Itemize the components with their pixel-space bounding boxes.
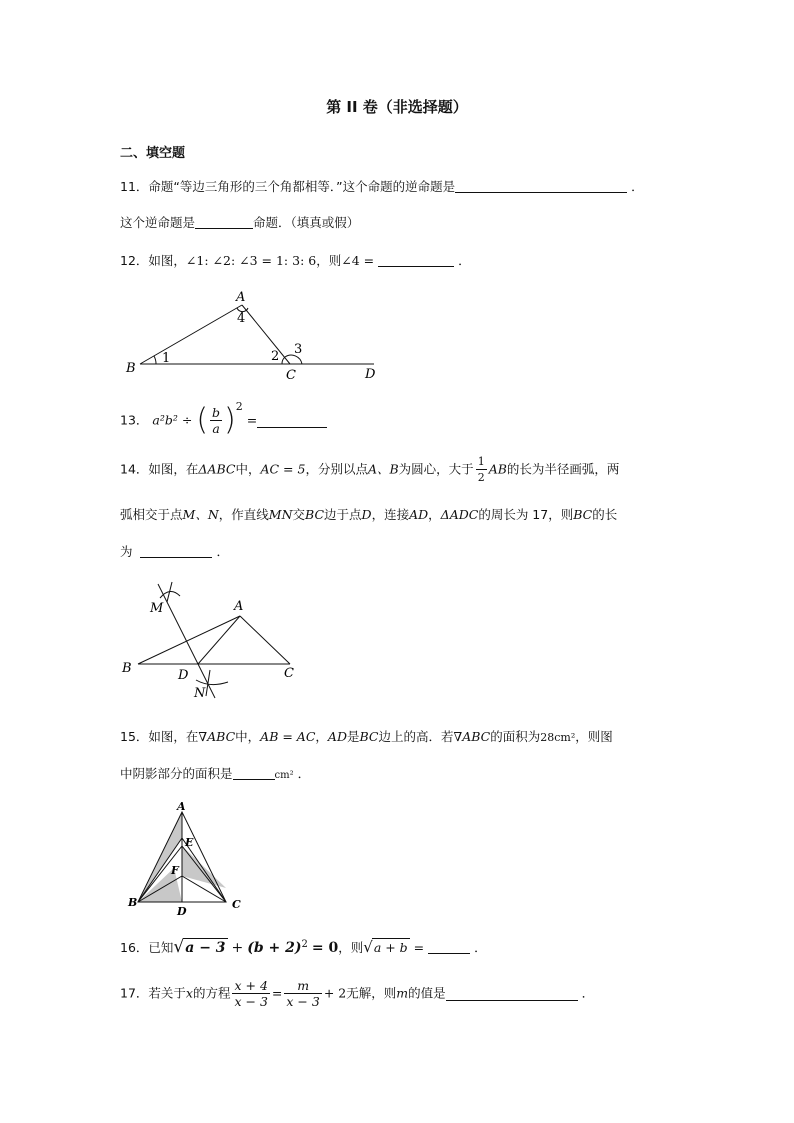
q14-answer-blank[interactable] bbox=[140, 543, 212, 558]
q17-text-3: 无解，则 bbox=[346, 985, 397, 1001]
q14-ac: AC = 5 bbox=[260, 461, 306, 477]
question-14-line-1 bbox=[120, 454, 619, 490]
question-14-line-2 bbox=[120, 506, 617, 524]
q12-label-B: B bbox=[126, 361, 136, 376]
q15-period: ． bbox=[297, 766, 311, 781]
q16-radicand-1: a − 3 bbox=[185, 940, 226, 957]
q17-period: ． bbox=[581, 985, 595, 1001]
q17-fraction-2 bbox=[284, 978, 321, 1009]
q13-exponent: 2 bbox=[235, 400, 243, 413]
q15-answer-blank[interactable] bbox=[233, 765, 275, 780]
q14-bc-2: BC bbox=[573, 507, 593, 522]
q13-numerator: b bbox=[212, 405, 221, 420]
q15-text-3: ， bbox=[315, 729, 328, 744]
q11-period: ． bbox=[631, 179, 644, 194]
q14-label-M: M bbox=[150, 601, 164, 616]
q16-plus: + bbox=[231, 940, 244, 957]
q14-text-5: 的长为半径画弧，两 bbox=[506, 461, 620, 477]
q15-text-4: 是 bbox=[346, 729, 360, 744]
q14-text-6: 弧相交于点 bbox=[120, 507, 183, 522]
page-title: 第 II 卷（非选择题） bbox=[326, 98, 468, 116]
q14-triangle: ΔABC bbox=[198, 461, 236, 477]
q12-label-D: D bbox=[365, 367, 376, 382]
question-12 bbox=[120, 252, 471, 270]
q15-text-5: 边上的高．若 bbox=[378, 729, 454, 744]
q11-answer-blank-1[interactable] bbox=[455, 178, 627, 193]
section-heading: 二、填空题 bbox=[120, 146, 186, 161]
q12-angle-label-4: 4 bbox=[237, 311, 246, 326]
q12-text-2: ，则 bbox=[316, 253, 342, 268]
q14-adc: ΔADC bbox=[440, 507, 479, 522]
q17-text-4: 的值是 bbox=[408, 985, 446, 1001]
q12-label-A: A bbox=[236, 290, 246, 305]
q14-label-D: D bbox=[178, 668, 189, 683]
q12-angle-label-2: 2 bbox=[271, 349, 280, 364]
q14-text-9: 边于点 bbox=[324, 507, 362, 522]
q14-text-13: 的长 bbox=[592, 507, 618, 522]
q14-mn-line: MN bbox=[268, 507, 293, 522]
q13-number: 13． bbox=[120, 412, 149, 428]
q16-answer-blank[interactable] bbox=[428, 939, 470, 954]
q14-text-4: 为圆心，大于 bbox=[398, 461, 474, 477]
q14-period: ． bbox=[216, 544, 229, 559]
q14-label-N: N bbox=[194, 686, 206, 701]
q15-label-C: C bbox=[232, 898, 241, 911]
q16-exponent: 2 bbox=[301, 939, 308, 950]
q14-text-12: 的周长为 17，则 bbox=[478, 507, 574, 522]
q16-paren: (b + 2) bbox=[247, 940, 302, 957]
q16-radicand-2: a + b bbox=[373, 940, 408, 956]
q14-text-2: 中， bbox=[235, 461, 261, 477]
q17-fraction-1 bbox=[232, 978, 269, 1009]
q15-unit: cm² bbox=[274, 770, 294, 781]
q12-figure bbox=[118, 286, 388, 382]
q12-ratio: ∠1: ∠2: ∠3 = 1: 3: 6 bbox=[185, 253, 317, 268]
q17-denominator-1: x − 3 bbox=[234, 994, 268, 1009]
q12-angle-label-3: 3 bbox=[294, 342, 303, 357]
q15-label-A: A bbox=[177, 800, 186, 813]
question-11-line-1 bbox=[120, 178, 644, 196]
q17-plus-two: + 2 bbox=[323, 985, 347, 1001]
q14-half-num: 1 bbox=[477, 455, 485, 468]
q14-text-14: 为 bbox=[120, 544, 133, 559]
q15-label-D: D bbox=[177, 905, 187, 918]
q12-angle-4: ∠4 = bbox=[341, 253, 375, 268]
q16-period: ． bbox=[474, 940, 487, 956]
q15-triangle: ∇ABC bbox=[198, 729, 236, 744]
q14-ad: AD bbox=[409, 507, 429, 522]
question-15-line-1 bbox=[120, 728, 613, 747]
question-15-line-2 bbox=[120, 765, 310, 785]
q16-text-1: 16．已知 bbox=[120, 940, 174, 956]
question-14-line-3 bbox=[120, 543, 229, 561]
q15-label-B: B bbox=[128, 896, 138, 909]
q14-text-3: ，分别以点 bbox=[305, 461, 368, 477]
q17-x: x bbox=[185, 985, 193, 1001]
q14-half-den: 2 bbox=[477, 471, 485, 484]
q13-expression: a²b² ÷ bbox=[152, 412, 193, 428]
q14-text-7: ，作直线 bbox=[218, 507, 269, 522]
q14-text-10: ，连接 bbox=[371, 507, 410, 522]
q15-ad: AD bbox=[327, 729, 347, 744]
q14-points: A、B bbox=[367, 461, 399, 477]
q14-half bbox=[476, 454, 487, 485]
q12-period: ． bbox=[458, 253, 471, 268]
q14-label-B: B bbox=[122, 661, 132, 676]
q11-answer-blank-2[interactable] bbox=[195, 214, 253, 229]
q15-text-6: 的面积为 bbox=[490, 729, 541, 744]
question-13: 13． a²b² ÷ ( $\frac{b}{a}$ )$^2$ = bbox=[120, 398, 327, 438]
q17-answer-blank[interactable] bbox=[446, 986, 578, 1001]
q14-label-A: A bbox=[234, 599, 244, 614]
q14-label-C: C bbox=[284, 666, 294, 681]
q17-numerator-2: m bbox=[284, 978, 321, 994]
q11-text: 11．命题“等边三角形的三个角都相等．”这个命题的逆命题是 bbox=[120, 179, 456, 194]
question-11-line-2 bbox=[120, 214, 359, 232]
q14-figure bbox=[118, 576, 308, 704]
question-17 bbox=[120, 978, 594, 1018]
q13-answer-blank[interactable] bbox=[257, 413, 327, 428]
q12-answer-blank[interactable] bbox=[378, 252, 454, 267]
q12-label-C: C bbox=[286, 368, 296, 382]
q11-text-3: 命题．（填真或假） bbox=[253, 215, 360, 230]
q17-m: m bbox=[396, 985, 409, 1001]
q15-text-2: 中， bbox=[235, 729, 261, 744]
q14-bc: BC bbox=[305, 507, 325, 522]
q15-text-1: 15．如图，在 bbox=[120, 729, 199, 744]
q13-fraction bbox=[210, 405, 222, 436]
q14-d: D bbox=[361, 507, 372, 522]
q14-mn: M、N bbox=[182, 507, 219, 522]
q15-figure bbox=[118, 798, 252, 918]
q15-label-F: F bbox=[171, 864, 179, 877]
q15-text-8: 中阴影部分的面积是 bbox=[120, 766, 233, 781]
q16-equals-zero: = 0 bbox=[311, 940, 339, 957]
q13-equals: = bbox=[246, 412, 258, 428]
q15-bc: BC bbox=[359, 729, 379, 744]
q14-text-11: ， bbox=[428, 507, 441, 522]
q15-area: 28cm² bbox=[540, 731, 576, 744]
q17-text-2: 的方程 bbox=[192, 985, 231, 1001]
q12-text: 12．如图， bbox=[120, 253, 186, 268]
question-16: 16．已知$√a - 3 + (b + 2)^2 = 0$，则√a + b = ． bbox=[120, 937, 487, 958]
q11-text-2: 这个逆命题是 bbox=[120, 215, 196, 230]
q14-text-1: 14．如图，在 bbox=[120, 461, 199, 477]
q13-denominator: a bbox=[212, 421, 220, 436]
q15-text-7: ，则图 bbox=[575, 729, 613, 744]
q17-equals: = bbox=[271, 985, 283, 1001]
q17-numerator-1: x + 4 bbox=[234, 978, 268, 993]
q14-text-8: 交 bbox=[292, 507, 306, 522]
q16-text-2: ，则 bbox=[338, 940, 364, 956]
q15-label-E: E bbox=[185, 836, 194, 849]
q15-triangle-2: ∇ABC bbox=[453, 729, 491, 744]
q14-ab: AB bbox=[488, 461, 507, 477]
q17-denominator-2: x − 3 bbox=[286, 994, 320, 1009]
q17-text-1: 17．若关于 bbox=[120, 985, 186, 1001]
q15-ab-ac: AB = AC bbox=[260, 729, 316, 744]
q12-angle-label-1: 1 bbox=[162, 351, 171, 366]
q16-equals: = bbox=[413, 940, 425, 956]
